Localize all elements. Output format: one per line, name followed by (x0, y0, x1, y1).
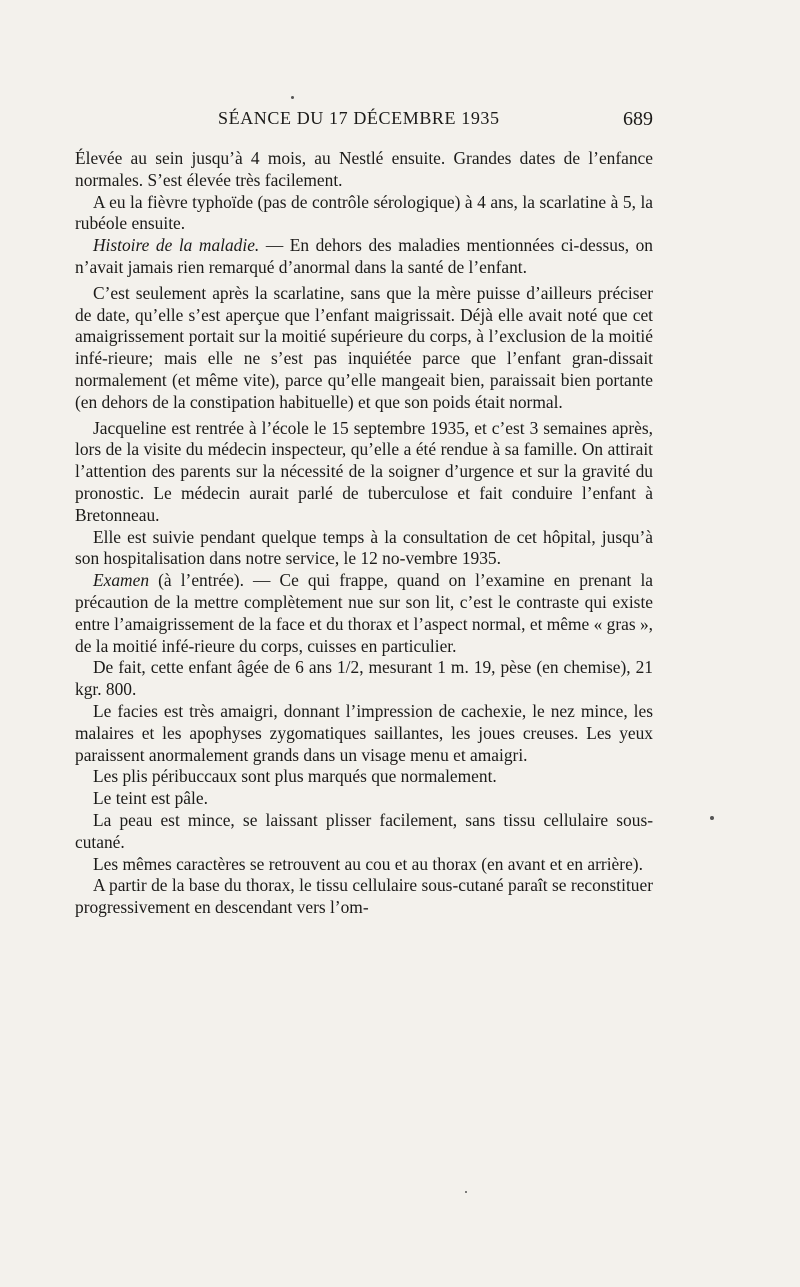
paragraph-facies (75, 701, 653, 766)
page-number: 689 (623, 108, 653, 130)
title-suffix: DÉCEMBRE 1935 (348, 108, 500, 128)
paragraph-text: — En dehors des maladies mentionnées ci-dessus, on n’avait jamais rien remarqué d’anormal dans la santé de l’enfant. (75, 235, 654, 277)
body-text (75, 148, 653, 919)
running-title (218, 108, 500, 129)
print-speck (465, 1191, 467, 1193)
paragraph-skin (75, 810, 653, 854)
paragraph-birth (75, 148, 653, 192)
print-speck (291, 96, 294, 99)
paragraph-thorax (75, 875, 653, 919)
paragraph-examination (75, 570, 653, 657)
paragraph-measurements (75, 657, 653, 701)
paragraph-text: Les mêmes caractères se retrouvent au cou et au thorax (en avant et en arrière). (93, 853, 643, 874)
paragraph-text: C’est seulement après la scarlatine, sans que la mère puisse d’ailleurs préciser de date, qu’elle s’est aperçue que l’enfant maigrissait. Déjà elle avait noté que cet amaigrissement portait sur la moitié supérieure du corps, à l’exclusion de la moitié infé-rieure; mais elle ne s’est pas inquiétée parce que l’enfant gran-dissait normalement (et même vite), parce qu’elle mangeait bien, paraissait bien portante (en dehors de la constipation habituelle) et que son poids était normal. (75, 282, 653, 412)
paragraph-history (75, 235, 653, 279)
paragraph-complexion (75, 788, 653, 810)
paragraph-school (75, 418, 653, 527)
paragraph-text: La peau est mince, se laissant plisser facilement, sans tissu cellulaire sous-cutané. (75, 809, 653, 852)
paragraph-neck (75, 854, 653, 876)
paragraph-text: (à l’entrée). — Ce qui frappe, quand on l’examine en prenant la précaution de la mettre complètement nue sur son lit, c’est le contraste qui existe entre l’amaigrissement de la face et du thorax et l’aspect normal, et même « gras », de la moitié infé-rieure du corps, cuisses en particulier. (75, 570, 654, 656)
paragraph-text: Le facies est très amaigri, donnant l’impression de cachexie, le nez mince, les malaires et les apophyses zygomatiques saillantes, les joues creuses. Les yeux paraissent anormalement grands dans un visage menu et amaigri. (75, 700, 653, 765)
paragraph-hospital (75, 527, 653, 571)
paragraph-folds (75, 766, 653, 788)
paragraph-text: De fait, cette enfant âgée de 6 ans 1/2, mesurant 1 m. 19, pèse (en chemise), 21 kgr. 800. (75, 657, 653, 700)
paragraph-lead: Histoire de la maladie. (93, 235, 260, 256)
title-day: 17 (329, 108, 349, 128)
paragraph-lead: Examen (93, 570, 150, 591)
title-prefix: SÉANCE DU (218, 108, 330, 128)
paragraph-text: Jacqueline est rentrée à l’école le 15 septembre 1935, et c’est 3 semaines après, lors de la visite du médecin inspecteur, qu’elle a été rendue à sa famille. On attirait l’attention des parents sur la nécessité de la soigner d’urgence et sur la gravité du pronostic. Le médecin aurait parlé de tuberculose et fait conduire l’enfant à Bretonneau. (75, 417, 653, 525)
paragraph-text: Élevée au sein jusqu’à 4 mois, au Nestlé ensuite. Grandes dates de l’enfance normales. S’est élevée très facilement. (75, 148, 653, 190)
paragraph-text: Les plis péribuccaux sont plus marqués que normalement. (93, 766, 497, 787)
paragraph-text: Elle est suivie pendant quelque temps à la consultation de cet hôpital, jusqu’à son hospitalisation dans notre service, le 12 no-vembre 1935. (75, 526, 653, 569)
running-head (75, 108, 653, 138)
paragraph-diseases (75, 192, 653, 236)
paragraph-text: A eu la fièvre typhoïde (pas de contrôle sérologique) à 4 ans, la scarlatine à 5, la rubéole ensuite. (75, 191, 653, 234)
print-speck (710, 816, 714, 820)
paragraph-text: Le teint est pâle. (93, 788, 208, 809)
paragraph-text: A partir de la base du thorax, le tissu cellulaire sous-cutané paraît se reconstituer progressivement en descendant vers l’om- (75, 875, 653, 918)
paragraph-weight-loss (75, 283, 653, 414)
